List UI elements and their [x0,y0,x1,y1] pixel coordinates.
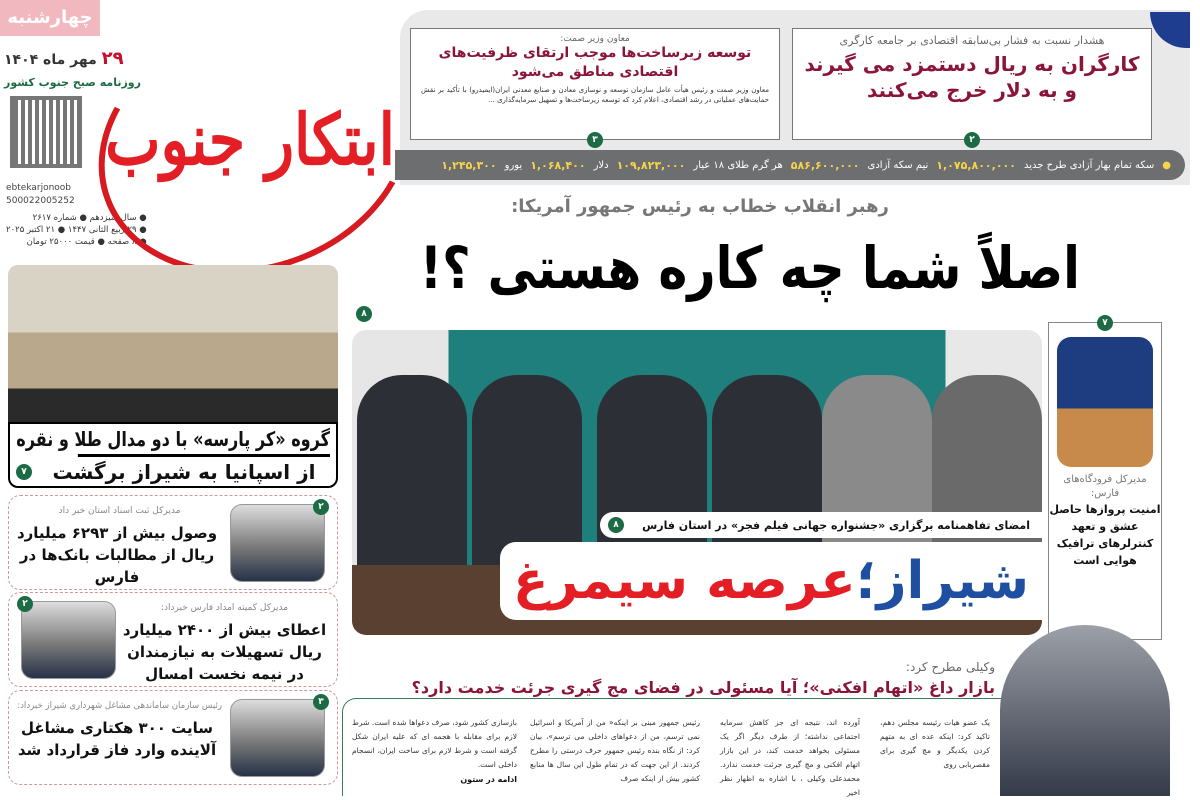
ticker-value: ۱۰۹,۸۲۳,۰۰۰ [616,158,686,172]
ticker-value: ۱,۲۴۵,۳۰۰ [441,158,497,172]
page-badge: ۳ [587,132,603,148]
instagram-handle[interactable]: ebtekarjonoob [6,183,72,193]
story-kicker: معاون وزیر صمت: [560,34,630,44]
left-story[interactable] [8,690,338,785]
story-headline: کارگران به ریال دستمزد می گیرند و به دلار خرج می‌کنند [804,52,1140,102]
ticker-label: دلار [593,159,609,171]
top-story[interactable] [792,28,1152,145]
portrait-photo [21,601,116,679]
continue-link[interactable]: ادامه در ستون [460,775,517,784]
person [357,375,467,575]
page-badge: ۲ [313,499,329,515]
portrait-photo [1000,625,1170,796]
story-headline: اعطای بیش از ۲۴۰۰ میلیارد ریال تسهیلات به نیازمندان در نیمه نخست امسال [122,621,327,683]
logo: ابتکار جنوب [105,98,395,181]
lead-kicker: رهبر انقلاب خطاب به رئیس جمهور آمریکا: [511,196,889,217]
article-last-column [352,716,517,787]
photo-caption [600,512,1042,538]
sms-number: 500022005252 [6,196,75,206]
ticker-label: هر گرم طلای ۱۸ عیار [693,159,783,171]
story-kicker: مدیرکل کمیته امداد فارس خبرداد: [160,603,289,613]
issue-date [4,48,124,69]
portrait-photo [230,504,325,582]
left-story[interactable] [8,495,338,590]
page-badge: ۸ [356,306,372,322]
headline-line [510,542,1032,620]
ticker-label: نیم سکه آزادی [867,159,929,171]
article-column: آورده اند، نتیجه ای جز کاهش سرمایه اجتماعی نداشته؛ از طرف دیگر اگر یک مسئولی بخواهد خدمت کند، در این بازار اتهام افکنی و مچ گیری جرئت خدمت ندارد. محمدعلی وکیلی ، با اشاره به اظهار نظر اخیر [720,718,860,797]
article-headline[interactable]: بازار داغ «اتهام افکنی»؛ آیا مسئولی در فضای مج گیری جرئت خدمت دارد؟ [411,678,995,697]
issue-line: ● ۸ صفحه ● قیمت ۲۵۰۰۰ تومان [26,237,147,247]
page-badge: ۲ [964,132,980,148]
ticker-value: ۵۸۶,۶۰۰,۰۰۰ [790,158,860,172]
qr-code[interactable] [10,96,82,168]
caption-text: امضای تفاهمنامه برگزاری «جشنواره جهانی فیلم فجر» در استان فارس [642,518,1030,532]
caption-text: از اسپانیا به شیراز برگشت [52,460,316,484]
issue-line: ● ۲۹ ربیع الثانی ۱۴۴۷ ● ۲۱ اکتبر ۲۰۲۵ [6,225,147,235]
story-kicker: مدیرکل ثبت اسناد استان خبر داد [58,506,181,516]
caption-line: گروه «کر پارسه» با دو مدال طلا و نقره [78,424,330,457]
ticker-value: ۱,۰۶۸,۴۰۰ [530,158,586,172]
headline-red: عرصه سیمرغ [512,551,856,611]
issue-line: ● سال سیزدهم ● شماره ۲۶۱۷ [32,213,147,223]
portrait-photo [1057,337,1153,467]
article-column: یک عضو هیات رئیسه مجلس دهم، تاکید کرد: اینکه عده ای به متهم کردن یکدیگر و مچ گیری برای مقصربابی روی [880,718,990,769]
headline-blue: شیراز؛ [855,551,1030,611]
choir-caption[interactable] [8,422,338,488]
page-badge: ۳ [313,694,329,710]
portrait-photo [230,699,325,777]
ticker-label: یورو [504,159,523,171]
right-story[interactable] [1048,318,1162,640]
story-headline: توسعه زیرساخت‌ها موجب ارتقای ظرفیت‌های اقتصادی مناطق می‌شود [438,45,752,80]
slogan: روزنامه صبح جنوب کشور [4,76,141,89]
story-headline: سایت ۳۰۰ هکتاری مشاغل آلاینده وارد فاز قرارداد شد [17,719,217,759]
main-photo-headline[interactable] [500,542,1042,620]
price-ticker [395,150,1185,180]
story-kicker: هشدار نسبت به فشار بی‌سابقه اقتصادی بر جامعه کارگری [839,34,1105,47]
ticker-value: ۱,۰۷۵,۸۰۰,۰۰۰ [936,158,1016,172]
story-kicker: رئیس سازمان ساماندهی مشاغل شهرداری شیراز خبرداد: [17,701,222,711]
lead-headline[interactable]: اصلاً شما چه کاره هستی ؟! [419,234,1080,302]
page-badge: ۸ [608,517,624,533]
date-day: ۲۹ [101,48,124,69]
article-kicker: وکیلی مطرح کرد: [905,660,995,674]
page-badge: ۷ [16,464,32,480]
day-of-week: چهارشنبه [0,0,100,36]
caption-line-2 [16,457,330,487]
page-badge: ۲ [17,596,33,612]
story-kicker: مدیرکل فرودگاه‌های فارس: [1063,474,1147,499]
page-badge: ۷ [1097,315,1113,331]
date-month-year: مهر ماه ۱۴۰۴ [4,52,97,68]
left-story[interactable] [8,592,338,687]
article-column: بازسازی کشور شود، صرف دعواها شده است. شرط لازم برای مقابله با هجمه ای که علیه ایران شکل گرفته است و شرط لازم برای ساخت ایران، انسجام داخلی است. [352,718,517,769]
social-info [6,182,75,208]
ticker-label: سکه تمام بهار آزادی طرح جدید [1023,159,1155,171]
top-story[interactable] [410,28,780,145]
coin-icon: ● [1162,159,1171,171]
story-headline: وصول بیش از ۶۲۹۳ میلیارد ریال از مطالبات بانک‌ها در فارس [16,524,218,586]
story-headline: امنیت پروازها حاصل عشق و تعهد کنترلرهای ترافیک هوایی است [1049,503,1161,567]
article-column: رئیس جمهور مبنی بر اینکه« من از آمریکا و اسرائیل نمی ترسم، من از دعواهای داخلی می ترسم»، بیان کرد: از نگاه بنده رئیس جمهور حرف درستی را مطرح کردند. از این جهت که در تمام طول این سال ها منابع کشور بیش از اینکه صرف [530,718,700,783]
story-body: معاون وزیر صمت و رئیس هیأت عامل سازمان توسعه و نوسازی معادن و صنایع معدنی ایران(ایمیدرو) با تأکید بر نقش حمایت‌های عملیاتی در رشد اقتصادی، اعلام کرد که توسعه زیرساخت‌ها و تسهیل سرمایه‌گذاری ... [421,86,769,104]
